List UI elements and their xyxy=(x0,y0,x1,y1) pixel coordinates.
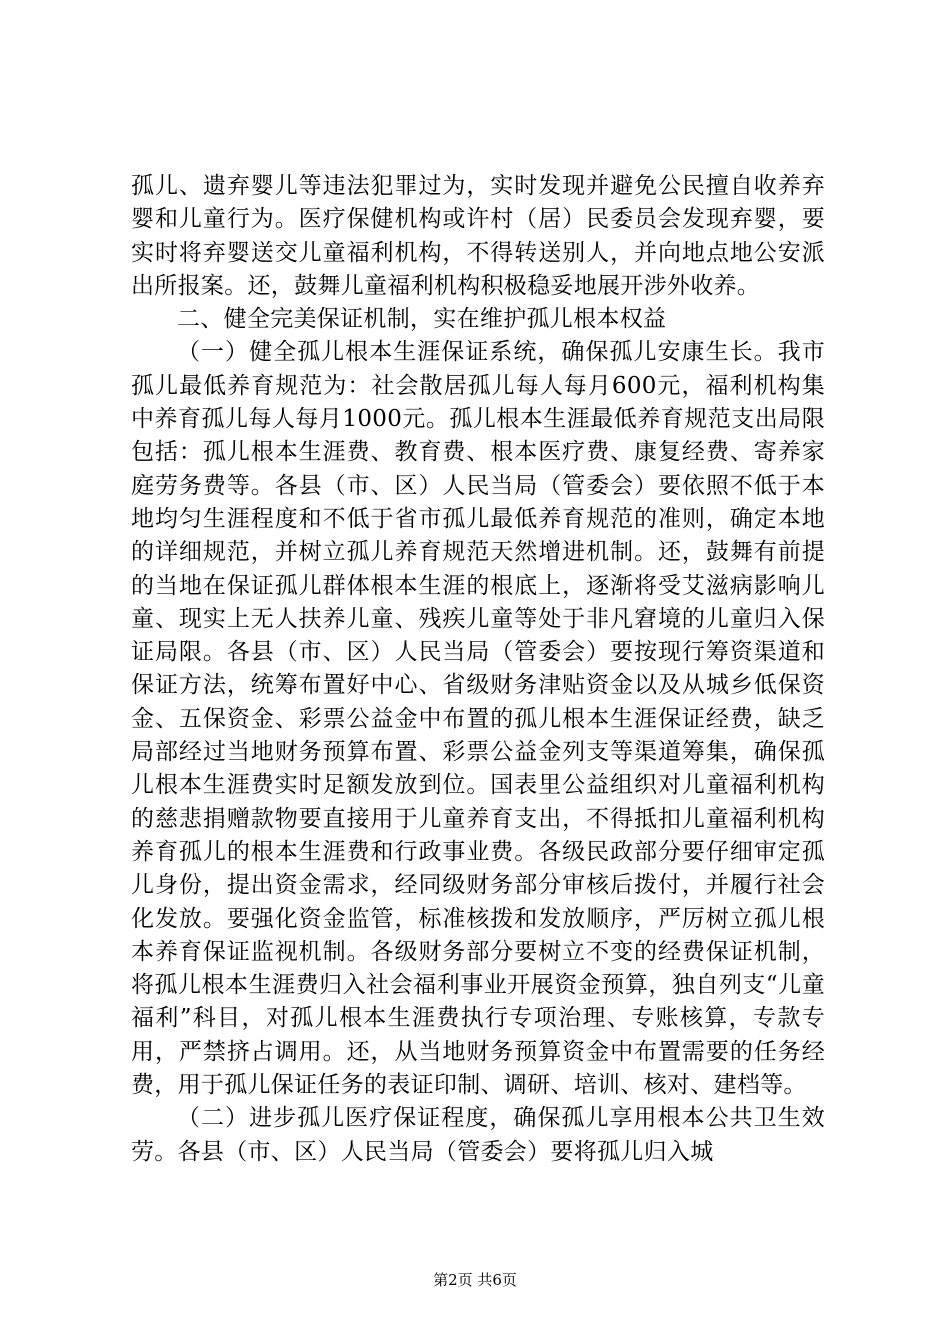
document-body xyxy=(131,170,825,1169)
page-footer: 第2页 共6页 xyxy=(433,1271,517,1289)
paragraph-basic-living-guarantee: （一）健全孤儿根本生涯保证系统，确保孤儿安康生长。我市孤儿最低养育规范为：社会散居孤儿每人每月600元，福利机构集中养育孤儿每人每月1000元。孤儿根本生涯最低养育规范支出局限包括：孤儿根本生涯费、教育费、根本医疗费、康复经费、寄养家庭劳务费等。各县（市、区）人民当局（管委会）要依照不低于本地均匀生涯程度和不低于省市孤儿最低养育规范的准则，确定本地的详细规范，并树立孤儿养育规范天然增进机制。还，鼓舞有前提的当地在保证孤儿群体根本生涯的根底上，逐渐将受艾滋病影响儿童、现实上无人扶养儿童、残疾儿童等处于非凡窘境的儿童归入保证局限。各县（市、区）人民当局（管委会）要按现行筹资渠道和保证方法，统筹布置好中心、省级财务津贴资金以及从城乡低保资金、五保资金、彩票公益金中布置的孤儿根本生涯保证经费，缺乏局部经过当地财务预算布置、彩票公益金列支等渠道筹集，确保孤儿根本生涯费实时足额发放到位。国表里公益组织对儿童福利机构的慈悲捐赠款物要直接用于儿童养育支出，不得抵扣儿童福利机构养育孤儿的根本生涯费和行政事业费。各级民政部分要仔细审定孤儿身份，提出资金需求，经同级财务部分审核后拨付，并履行社会化发放。要强化资金监管，标准核拨和发放顺序，严厉树立孤儿根本养育保证监视机制。各级财务部分要树立不变的经费保证机制，将孤儿根本生涯费归入社会福利事业开展资金预算，独自列支“儿童福利”科目，对孤儿根本生涯费执行专项治理、专账核算，专款专用，严禁挤占调用。还，从当地财务预算资金中布置需要的任务经费，用于孤儿保证任务的表证印制、调研、培训、核对、建档等。 xyxy=(131,339,825,1099)
paragraph-continuation: 孤儿、遗弃婴儿等违法犯罪过为，实时发现并避免公民擅自收养弃婴和儿童行为。医疗保健机构或许村（居）民委员会发现弃婴，要实时将弃婴送交儿童福利机构，不得转送别人，并向地点地公安派出所报案。还，鼓舞儿童福利机构积极稳妥地展开涉外收养。 xyxy=(131,173,825,299)
paragraph-medical-guarantee: （二）进步孤儿医疗保证程度，确保孤儿享用根本公共卫生效劳。各县（市、区）人民当局（管委会）要将孤儿归入城 xyxy=(131,1105,825,1165)
section-heading: 二、健全完美保证机制，实在维护孤儿根本权益 xyxy=(177,306,667,333)
